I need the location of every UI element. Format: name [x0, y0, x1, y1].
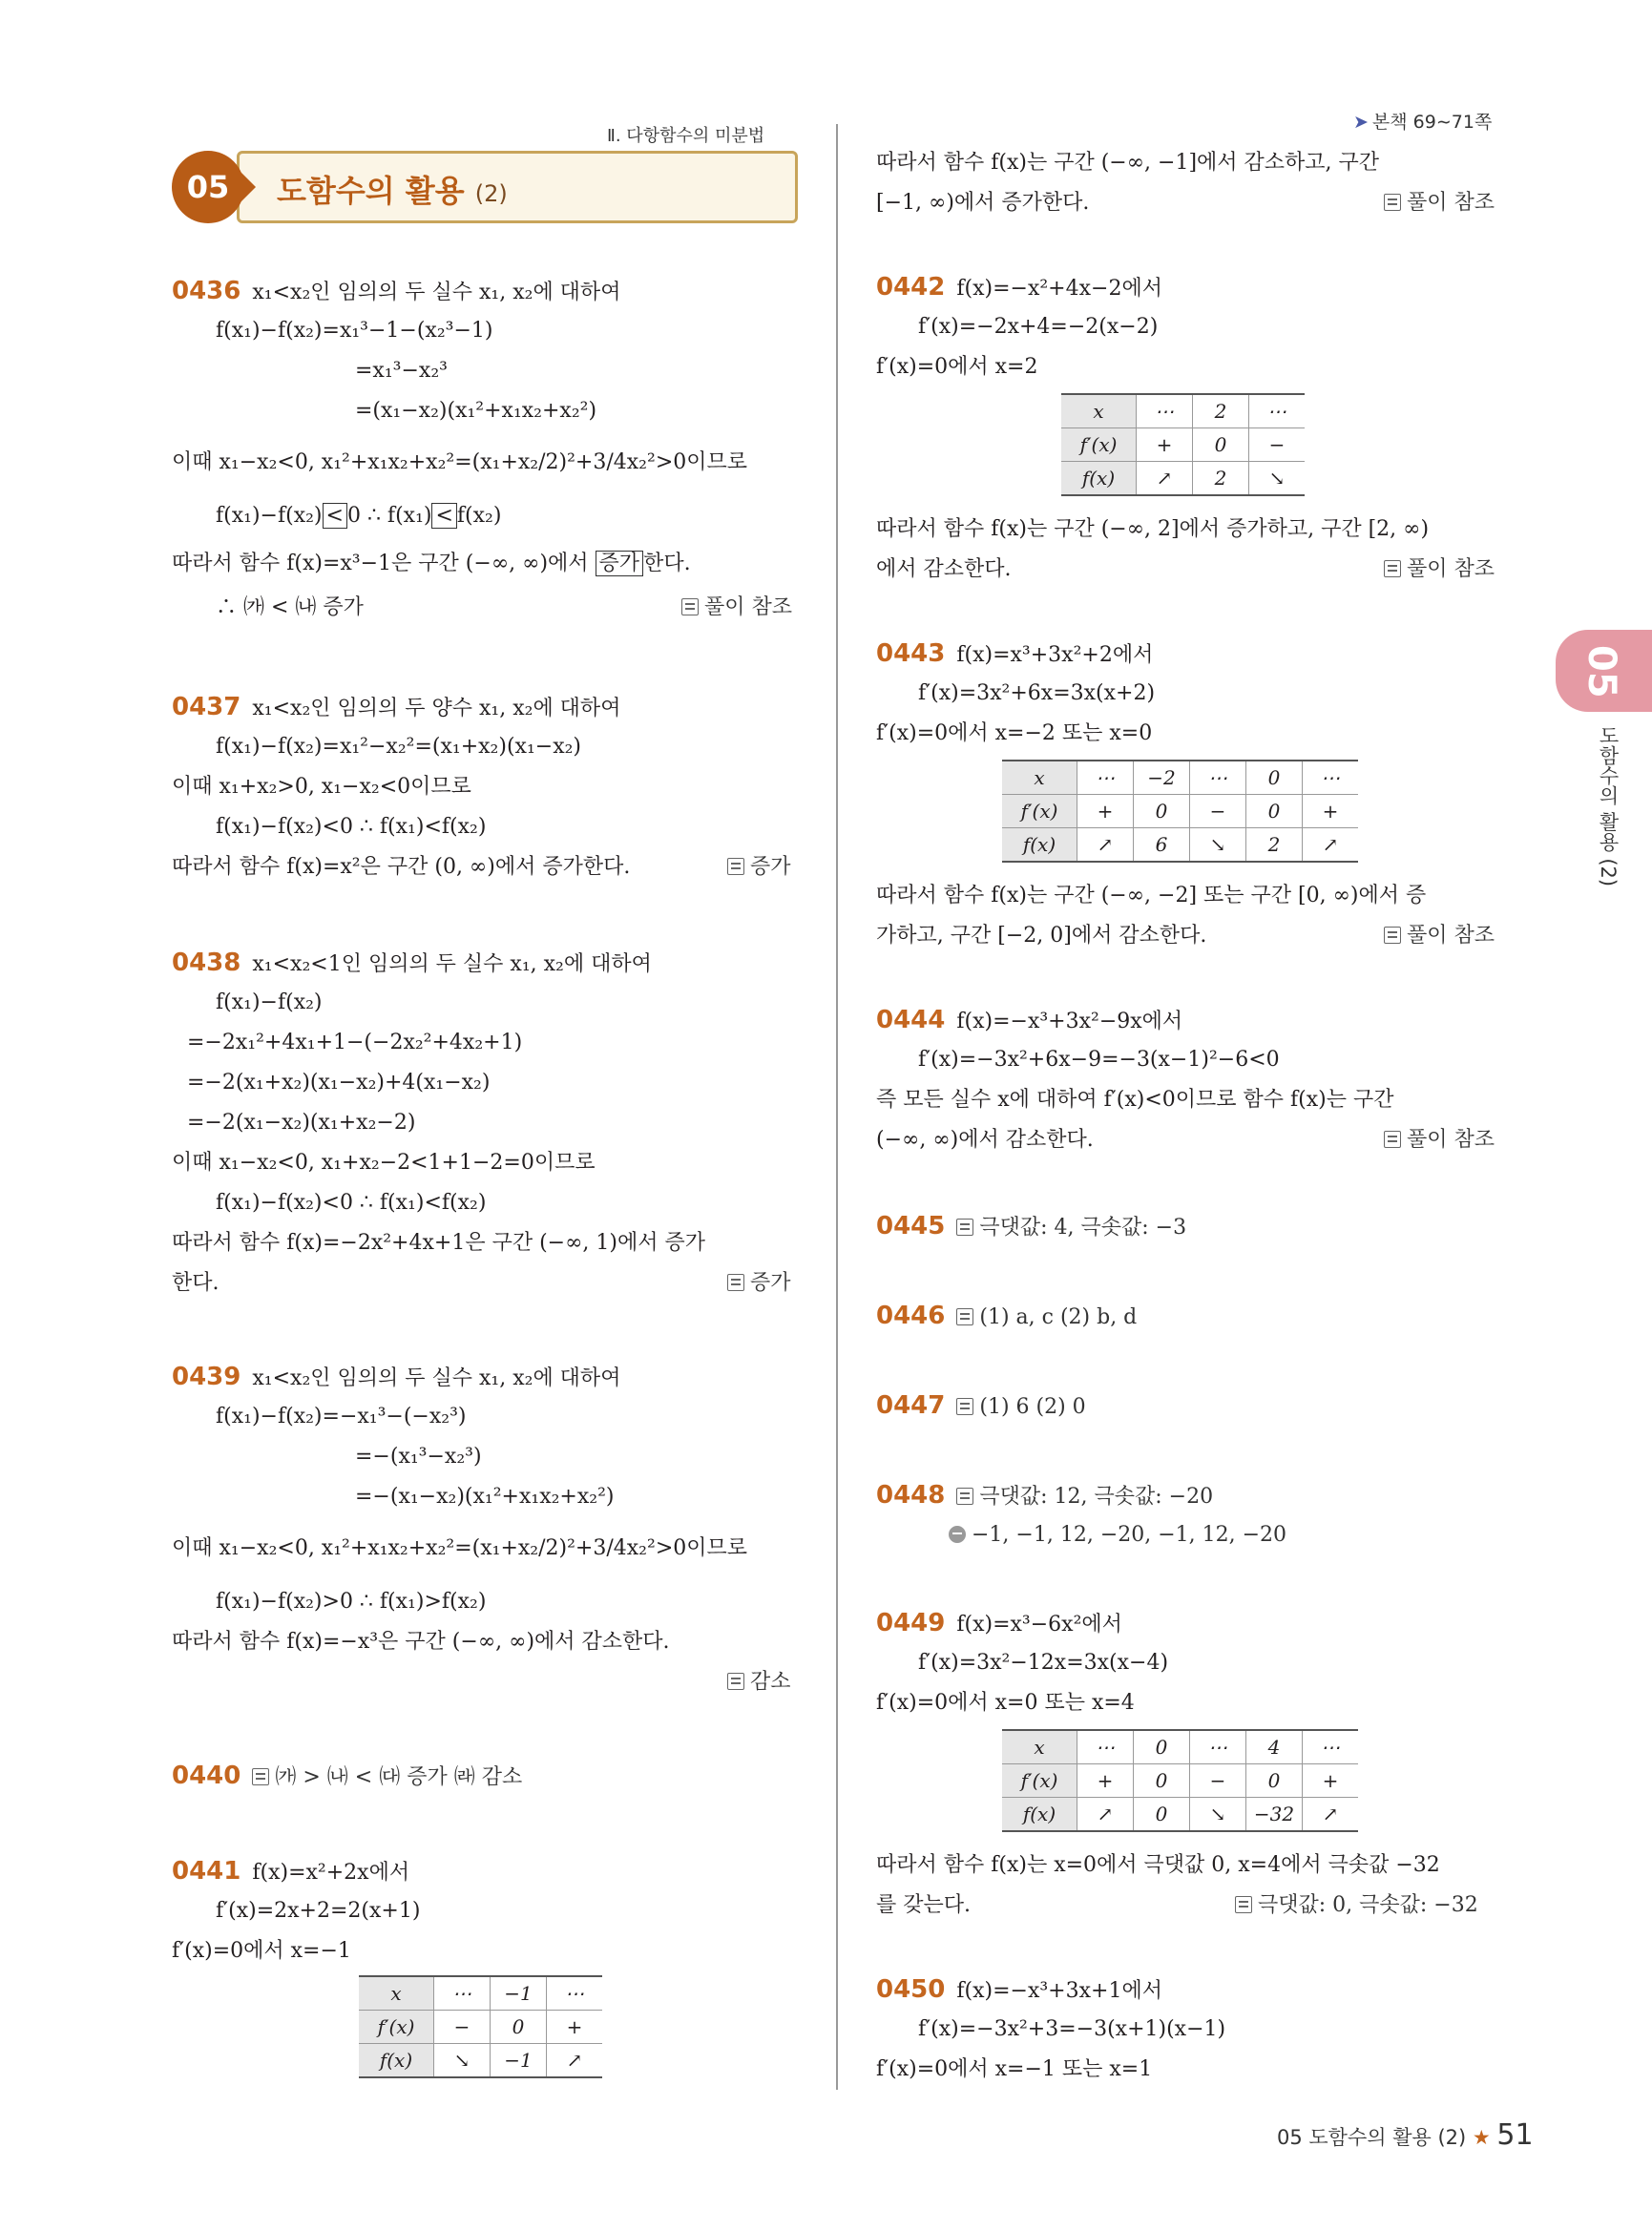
increase-decrease-table — [1002, 1729, 1358, 1832]
answer-icon — [727, 858, 744, 875]
table-cell: ↗ — [1077, 828, 1134, 863]
chapter-number-badge: 05 — [172, 151, 244, 223]
problem-0450: 0450 f(x)=−x³+3x+1에서 — [876, 1975, 1162, 2004]
increase-decrease-table — [1002, 760, 1358, 863]
blank-box: < — [323, 503, 347, 529]
text-line: 가하고, 구간 [−2, 0]에서 감소한다. — [876, 924, 1207, 948]
text-line: f′(x)=0에서 x=0 또는 x=4 — [876, 1691, 1135, 1715]
table-cell: 0 — [1134, 1798, 1190, 1832]
text-line: 이때 x₁−x₂<0, x₁²+x₁x₂+x₂²=(x₁+x₂/2)²+3/4x₂²>0이므로 — [172, 450, 748, 474]
star-icon: ★ — [1472, 2126, 1491, 2149]
answer: 풀이 참조 — [1384, 189, 1495, 218]
problem-number: 0440 — [172, 1762, 241, 1790]
table-cell: 0 — [1246, 761, 1303, 795]
problem-number: 0447 — [876, 1391, 946, 1420]
problem-0439: 0439 x₁<x₂인 임의의 두 실수 x₁, x₂에 대하여 — [172, 1363, 621, 1391]
page-footer — [1277, 2118, 1534, 2152]
table-cell: 2 — [1246, 828, 1303, 863]
text-line: f′(x)=0에서 x=2 — [876, 355, 1038, 379]
text-line: 따라서 함수 f(x)=x²은 구간 (0, ∞)에서 증가한다. — [172, 855, 631, 879]
table-cell: + — [1303, 1764, 1359, 1798]
table-cell: ⋯ — [547, 1976, 603, 2011]
table-row — [359, 2011, 602, 2044]
text-line: 이때 x₁−x₂<0, x₁²+x₁x₂+x₂²=(x₁+x₂/2)²+3/4x₂²>0이므로 — [172, 1536, 748, 1560]
text-line: =−2(x₁−x₂)(x₁+x₂−2) — [187, 1111, 416, 1135]
side-tab-label: 도함수의 활용 (2) — [1597, 725, 1620, 887]
text-line: f(x₁)−f(x₂)=−x₁³−(−x₂³) — [216, 1405, 467, 1428]
table-cell: ↘ — [1249, 462, 1306, 496]
text-line: =−2(x₁+x₂)(x₁−x₂)+4(x₁−x₂) — [187, 1071, 491, 1095]
page-title-text: 도함수의 활용 — [277, 173, 465, 209]
text-line: f′(x)=−3x²+6x−9=−3(x−1)²−6<0 — [918, 1048, 1280, 1072]
text-line: 따라서 함수 f(x)=−x³은 구간 (−∞, ∞)에서 감소한다. — [172, 1630, 670, 1654]
text-line: 따라서 함수 f(x)=−2x²+4x+1은 구간 (−∞, 1)에서 증가 — [172, 1231, 705, 1255]
answer: 증가 — [727, 853, 791, 882]
text-line: f′(x)=3x²+6x=3x(x+2) — [918, 681, 1156, 705]
table-header-cell: f(x) — [359, 2044, 434, 2078]
table-cell: + — [1077, 795, 1134, 828]
arrow-icon: ➤ — [1353, 112, 1369, 133]
table-cell: ⋯ — [1077, 1730, 1134, 1764]
problem-0448 — [876, 1481, 1213, 1512]
table-cell: ⋯ — [1190, 1730, 1246, 1764]
problem-number: 0436 — [172, 277, 241, 305]
table-row — [1002, 761, 1358, 795]
text-line: 즉 모든 실수 x에 대하여 f′(x)<0이므로 함수 f(x)는 구간 — [876, 1088, 1394, 1112]
title-arrow-icon — [240, 172, 256, 202]
table-row — [359, 1976, 602, 2011]
problem-0436 — [172, 277, 620, 307]
problem-number: 0445 — [876, 1212, 946, 1241]
table-row — [359, 2044, 602, 2078]
problem-number: 0448 — [876, 1481, 946, 1510]
table-cell: + — [1137, 428, 1193, 462]
hint-icon — [949, 1526, 966, 1543]
text-line: 따라서 함수 f(x)는 x=0에서 극댓값 0, x=4에서 극솟값 −32 — [876, 1853, 1440, 1877]
answer-icon — [727, 1673, 744, 1690]
table-row — [1002, 1798, 1358, 1832]
text-line: f(x₁)−f(x₂)=x₁²−x₂²=(x₁+x₂)(x₁−x₂) — [216, 735, 582, 759]
problem-number: 0442 — [876, 273, 946, 302]
text-line: =x₁³−x₂³ — [355, 359, 448, 383]
table-cell: −2 — [1134, 761, 1190, 795]
text-line: 한다. — [172, 1271, 220, 1295]
table-header-cell: x — [1002, 1730, 1077, 1764]
table-cell: ↘ — [434, 2044, 491, 2078]
page-title-sub: (2) — [474, 180, 508, 207]
answer-icon — [1384, 194, 1401, 211]
footer-chapter: 05 도함수의 활용 (2) — [1277, 2126, 1467, 2149]
answer: ㈎ > ㈏ < ㈐ 증가 ㈑ 감소 — [252, 1765, 522, 1789]
table-header-cell: x — [1061, 394, 1137, 428]
table-cell: 4 — [1246, 1730, 1303, 1764]
problem-number: 0438 — [172, 949, 241, 977]
table-header-cell: x — [359, 1976, 434, 2011]
table-cell: 0 — [1134, 1730, 1190, 1764]
problem-0440 — [172, 1762, 522, 1792]
table-cell: − — [434, 2011, 491, 2044]
answer: 풀이 참조 — [1384, 555, 1495, 584]
text-line: 따라서 함수 f(x)=x³−1은 구간 (−∞, ∞)에서 증가 한다. — [172, 552, 691, 575]
text-line: (−∞, ∞)에서 감소한다. — [876, 1128, 1094, 1152]
text-line: 를 갖는다. — [876, 1893, 971, 1917]
table-cell: 0 — [1134, 795, 1190, 828]
answer: 극댓값: 12, 극솟값: −20 — [956, 1485, 1213, 1509]
text-line: [−1, ∞)에서 증가한다. — [876, 191, 1090, 215]
table-cell: ⋯ — [1190, 761, 1246, 795]
table-row — [1002, 828, 1358, 863]
problem-number: 0441 — [172, 1857, 241, 1886]
hint: −1, −1, 12, −20, −1, 12, −20 — [949, 1521, 1286, 1550]
table-cell: + — [547, 2011, 603, 2044]
answer: (1) 6 (2) 0 — [956, 1395, 1085, 1419]
problem-number: 0446 — [876, 1302, 946, 1330]
text-line: f′(x)=−3x²+3=−3(x+1)(x−1) — [918, 2017, 1226, 2041]
problem-0443: 0443 f(x)=x³+3x²+2에서 — [876, 639, 1154, 668]
problem-0441: 0441 f(x)=x²+2x에서 — [172, 1857, 410, 1886]
text-line: =(x₁−x₂)(x₁²+x₁x₂+x₂²) — [355, 399, 597, 423]
text-line: x₁<x₂인 임의의 두 실수 x₁, x₂에 대하여 — [252, 281, 621, 304]
answer: 극댓값: 4, 극솟값: −3 — [956, 1216, 1186, 1240]
problem-number: 0444 — [876, 1006, 946, 1034]
answer-icon — [1384, 927, 1401, 944]
text-line: f(x₁)−f(x₂)=x₁³−1−(x₂³−1) — [216, 319, 493, 343]
text-line: 이때 x₁+x₂>0, x₁−x₂<0이므로 — [172, 775, 471, 799]
table-cell: ⋯ — [1249, 394, 1306, 428]
problem-0444: 0444 f(x)=−x³+3x²−9x에서 — [876, 1006, 1183, 1034]
answer-icon — [956, 1308, 973, 1325]
answer-icon — [1384, 560, 1401, 577]
table-cell: ↘ — [1190, 828, 1246, 863]
text-line: f′(x)=0에서 x=−1 — [172, 1939, 351, 1963]
text-line: f(x₁)−f(x₂) < 0 ∴ f(x₁) < f(x₂) — [216, 504, 502, 528]
answer: 풀이 참조 — [681, 594, 792, 622]
table-cell: + — [1303, 795, 1359, 828]
problem-0445 — [876, 1212, 1186, 1242]
text-line: 따라서 함수 f(x)는 구간 (−∞, 2]에서 증가하고, 구간 [2, ∞) — [876, 517, 1430, 541]
text-line: 이때 x₁−x₂<0, x₁+x₂−2<1+1−2=0이므로 — [172, 1151, 596, 1175]
table-header-cell: f′(x) — [1002, 795, 1077, 828]
table-cell: −32 — [1246, 1798, 1303, 1832]
side-tab-number: 05 — [1579, 645, 1623, 698]
text-line: ∴ ㈎ < ㈏ 증가 — [216, 595, 364, 619]
increase-decrease-table — [359, 1975, 602, 2078]
table-header-cell: f(x) — [1002, 1798, 1077, 1832]
answer: 풀이 참조 — [1384, 1126, 1495, 1155]
table-cell: ⋯ — [1303, 761, 1359, 795]
problem-0446 — [876, 1302, 1137, 1332]
answer-icon — [727, 1274, 744, 1291]
page-title — [277, 167, 508, 211]
table-cell: 0 — [1193, 428, 1249, 462]
table-cell: 6 — [1134, 828, 1190, 863]
problem-number: 0439 — [172, 1363, 241, 1391]
text-line: f′(x)=0에서 x=−2 또는 x=0 — [876, 721, 1153, 745]
answer-icon — [1384, 1131, 1401, 1148]
table-header-cell: f(x) — [1061, 462, 1137, 496]
problem-0438: 0438 x₁<x₂<1인 임의의 두 실수 x₁, x₂에 대하여 — [172, 949, 652, 977]
table-cell: − — [1249, 428, 1306, 462]
table-cell: ↗ — [1137, 462, 1193, 496]
table-cell: ↗ — [1303, 828, 1359, 863]
table-cell: 0 — [491, 2011, 547, 2044]
problem-0442: 0442 f(x)=−x²+4x−2에서 — [876, 273, 1162, 302]
table-cell: ⋯ — [434, 1976, 491, 2011]
table-header-cell: f′(x) — [1061, 428, 1137, 462]
table-row — [1002, 795, 1358, 828]
text-line: f′(x)=3x²−12x=3x(x−4) — [918, 1651, 1169, 1675]
problem-number: 0443 — [876, 639, 946, 668]
problem-0449: 0449 f(x)=x³−6x²에서 — [876, 1609, 1122, 1637]
problem-0447 — [876, 1391, 1086, 1422]
table-cell: −1 — [491, 2044, 547, 2078]
answer: 감소 — [727, 1668, 791, 1697]
table-cell: −1 — [491, 1976, 547, 2011]
answer-icon — [681, 598, 699, 615]
problem-number: 0449 — [876, 1609, 946, 1637]
blank-box: 증가 — [596, 551, 644, 576]
page-number: 51 — [1496, 2118, 1534, 2152]
answer: 증가 — [727, 1269, 791, 1298]
text-line: f′(x)=2x+2=2(x+1) — [216, 1899, 421, 1923]
text-line: =−(x₁³−x₂³) — [355, 1445, 482, 1469]
table-cell: ⋯ — [1137, 394, 1193, 428]
text-line: f(x₁)−f(x₂) — [216, 990, 323, 1014]
text-line: 따라서 함수 f(x)는 구간 (−∞, −1]에서 감소하고, 구간 — [876, 151, 1380, 175]
text-line: f(x₁)−f(x₂)>0 ∴ f(x₁)>f(x₂) — [216, 1590, 487, 1614]
table-cell: 0 — [1134, 1764, 1190, 1798]
column-divider — [836, 124, 838, 2090]
table-cell: ⋯ — [1077, 761, 1134, 795]
table-cell: 0 — [1246, 795, 1303, 828]
table-row — [1061, 462, 1305, 496]
text-line: f(x₁)−f(x₂)<0 ∴ f(x₁)<f(x₂) — [216, 1191, 487, 1215]
table-cell: 2 — [1193, 462, 1249, 496]
table-cell: − — [1190, 1764, 1246, 1798]
text-line: f′(x)=0에서 x=−1 또는 x=1 — [876, 2057, 1153, 2081]
problem-number: 0437 — [172, 693, 241, 721]
text-line: 따라서 함수 f(x)는 구간 (−∞, −2] 또는 구간 [0, ∞)에서 증 — [876, 884, 1427, 907]
table-header-cell: f′(x) — [359, 2011, 434, 2044]
table-row — [1002, 1764, 1358, 1798]
table-cell: ↗ — [1303, 1798, 1359, 1832]
problem-0437: 0437 x₁<x₂인 임의의 두 양수 x₁, x₂에 대하여 — [172, 693, 621, 721]
answer-icon — [956, 1488, 973, 1505]
answer-icon — [252, 1768, 269, 1785]
table-cell: 0 — [1246, 1764, 1303, 1798]
table-header-cell: f(x) — [1002, 828, 1077, 863]
table-row — [1002, 1730, 1358, 1764]
text-line: f(x₁)−f(x₂)<0 ∴ f(x₁)<f(x₂) — [216, 815, 487, 839]
table-header-cell: f′(x) — [1002, 1764, 1077, 1798]
answer-icon — [1235, 1896, 1252, 1913]
section-header: Ⅱ. 다항함수의 미분법 — [607, 126, 765, 146]
table-header-cell: x — [1002, 761, 1077, 795]
book-reference-text: 본책 69∼71쪽 — [1371, 112, 1493, 133]
text-line: =−(x₁−x₂)(x₁²+x₁x₂+x₂²) — [355, 1485, 615, 1509]
table-cell: − — [1190, 795, 1246, 828]
answer-icon — [956, 1398, 973, 1415]
text-line: 에서 감소한다. — [876, 557, 1012, 581]
blank-box: < — [431, 503, 456, 529]
answer: (1) a, c (2) b, d — [956, 1305, 1137, 1329]
increase-decrease-table — [1061, 393, 1305, 496]
table-row — [1061, 428, 1305, 462]
table-cell: ⋯ — [1303, 1730, 1359, 1764]
problem-number: 0450 — [876, 1975, 946, 2004]
answer: 극댓값: 0, 극솟값: −32 — [1235, 1891, 1478, 1920]
table-cell: 2 — [1193, 394, 1249, 428]
table-cell: + — [1077, 1764, 1134, 1798]
table-row — [1061, 394, 1305, 428]
answer-icon — [956, 1219, 973, 1236]
table-cell: ↗ — [547, 2044, 603, 2078]
text-line: f′(x)=−2x+4=−2(x−2) — [918, 315, 1159, 339]
table-cell: ↗ — [1077, 1798, 1134, 1832]
answer: 풀이 참조 — [1384, 922, 1495, 950]
text-line: =−2x₁²+4x₁+1−(−2x₂²+4x₂+1) — [187, 1031, 523, 1054]
table-cell: ↘ — [1190, 1798, 1246, 1832]
book-reference — [1353, 108, 1492, 134]
